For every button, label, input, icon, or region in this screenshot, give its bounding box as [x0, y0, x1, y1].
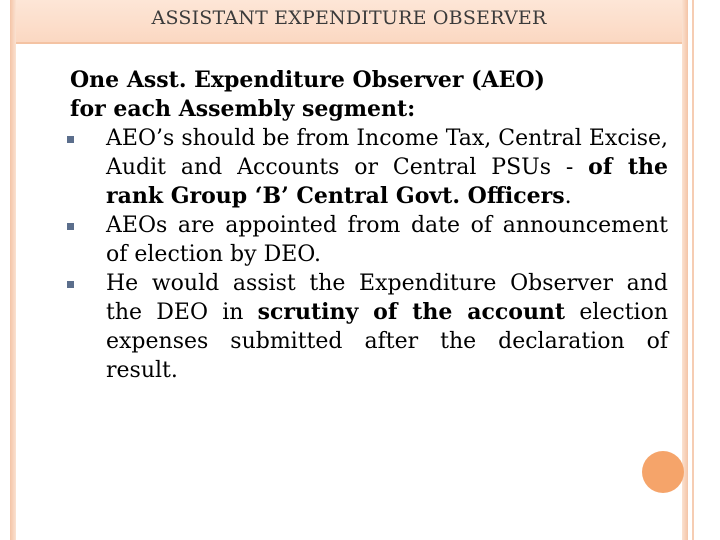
bullet-text-end: election expenses submitted after the declaration of result.: [106, 300, 669, 383]
bullet-square-icon: [67, 223, 74, 230]
decorative-circle: [642, 451, 684, 493]
bullet-text: He would assist the Expenditure Observer and the DEO in: [106, 271, 668, 325]
bullet-item-appointment: [70, 211, 668, 269]
title-bar: [16, 0, 682, 44]
slide-title: ASSISTANT EXPENDITURE OBSERVER: [151, 7, 547, 29]
bullet-list: [70, 124, 668, 385]
heading-line-2: for each Assembly segment:: [70, 96, 416, 122]
slide-heading: [70, 66, 668, 124]
slide-content: [70, 66, 668, 385]
bullet-text-end: .: [564, 184, 572, 209]
bullet-bold-text: scrutiny of the account: [257, 299, 566, 325]
bullet-item-aeo-source: [70, 124, 668, 211]
slide-frame-right-line: [692, 0, 694, 540]
slide-frame-right: [682, 0, 688, 540]
slide-frame-left: [10, 0, 16, 540]
bullet-square-icon: [67, 281, 74, 288]
bullet-square-icon: [67, 136, 74, 143]
bullet-item-assist: [70, 269, 668, 385]
bullet-bold-text: of the rank Group ‘B’ Central Govt. Officers: [106, 154, 669, 209]
bullet-text: AEOs are appointed from date of announcement of election by DEO.: [106, 213, 668, 267]
bullet-text: AEO’s should be from Income Tax, Central Excise, Audit and Accounts or Central PSUs -: [106, 126, 668, 180]
heading-line-1: One Asst. Expenditure Observer (AEO): [70, 67, 545, 93]
